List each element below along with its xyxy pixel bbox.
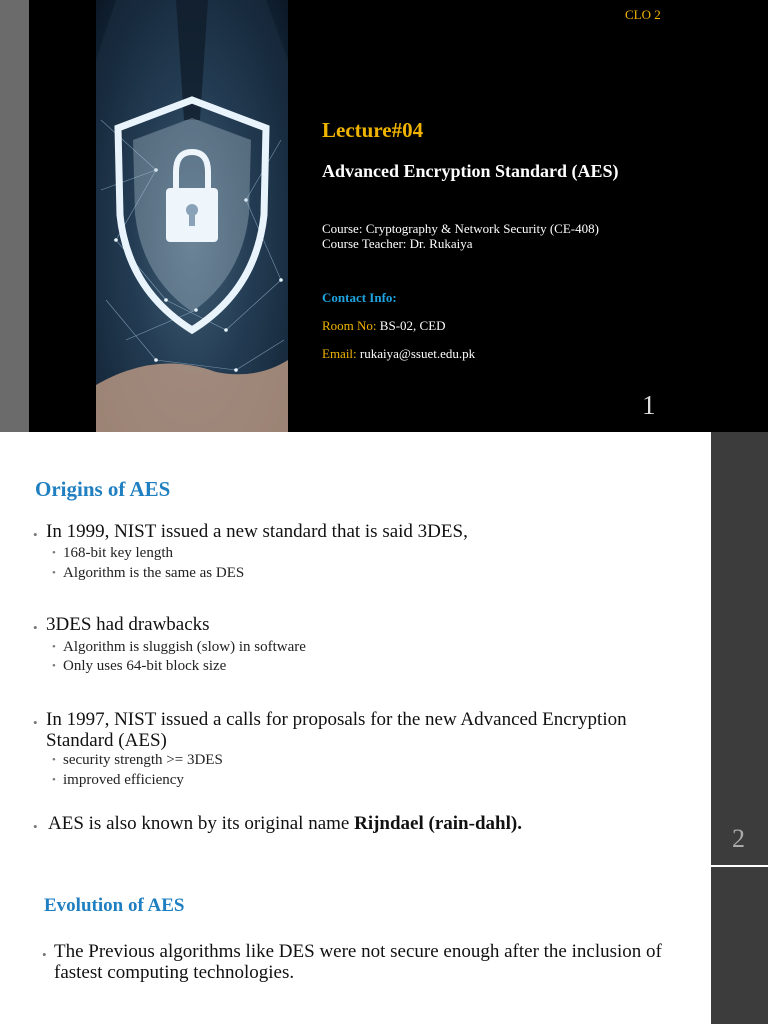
content-slide [0, 432, 768, 1024]
sub-bullet-text: improved efficiency [63, 772, 184, 788]
shield-lock-image [96, 0, 288, 432]
sub-bullet-text: 168-bit key length [63, 545, 173, 561]
slide-title: Advanced Encryption Standard (AES) [322, 161, 619, 181]
sub-bullet-text: Only uses 64-bit block size [63, 658, 227, 674]
room-label: Room No: [322, 318, 377, 333]
section-heading: Origins of AES [35, 477, 171, 501]
bullet-text: 3DES had drawbacks [46, 614, 210, 635]
bullet-item: • AES is also known by its original name Rijndael (rain-dahl). [33, 813, 522, 834]
shield-lock-icon [96, 0, 288, 432]
sub-bullet: • security strength >= 3DES [52, 752, 223, 768]
sub-bullet-text: security strength >= 3DES [63, 752, 223, 768]
lecture-number: Lecture#04 [322, 118, 424, 142]
clo-label: CLO 2 [625, 7, 661, 22]
right-accent-bar [711, 432, 768, 1024]
sub-bullet: • improved efficiency [52, 772, 184, 788]
email-label: Email: [322, 346, 357, 361]
course-teacher: Course Teacher: Dr. Rukaiya [322, 236, 473, 251]
email-value[interactable]: rukaiya@ssuet.edu.pk [359, 346, 476, 361]
contact-heading: Contact Info: [322, 290, 397, 305]
bullet-item: • 3DES had drawbacks [33, 614, 210, 635]
sub-bullet: • Algorithm is the same as DES [52, 565, 245, 581]
email-info [322, 346, 475, 362]
bullet-text: AES is also known by its original name [48, 813, 355, 834]
bullet-text: In 1997, NIST issued a calls for proposals for the new Advanced Encryption Standard (AES) [46, 709, 627, 751]
left-accent-bar [0, 0, 29, 432]
bullet-item: • In 1997, NIST issued a calls for proposals for the new Advanced Encryption Standard (AES) [33, 709, 663, 751]
bullet-bold-text: Rijndael (rain-dahl). [354, 813, 522, 834]
bullet-item: • The Previous algorithms like DES were not secure enough after the inclusion of fastest computing technologies. [42, 941, 662, 983]
title-slide [0, 0, 768, 432]
bullet-item: • In 1999, NIST issued a new standard that is said 3DES, [33, 521, 468, 542]
bullet-text: The Previous algorithms like DES were not secure enough after the inclusion of fastest computing technologies. [54, 941, 662, 983]
sub-bullet: • Algorithm is sluggish (slow) in software [52, 639, 306, 655]
sub-bullet-text: Algorithm is the same as DES [63, 565, 245, 581]
sub-bullet: • Only uses 64-bit block size [52, 658, 227, 674]
bullet-text: In 1999, NIST issued a new standard that is said 3DES, [46, 521, 468, 542]
page-number: 2 [732, 824, 745, 853]
room-info [322, 318, 446, 334]
course-name: Course: Cryptography & Network Security (CE-408) [322, 221, 599, 236]
course-info [322, 221, 599, 251]
page-number: 1 [642, 390, 656, 420]
section-heading-evolution: Evolution of AES [44, 895, 185, 916]
room-value: BS-02, CED [379, 318, 446, 333]
sub-bullet: • 168-bit key length [52, 545, 173, 561]
sub-bullet-text: Algorithm is sluggish (slow) in software [63, 639, 306, 655]
